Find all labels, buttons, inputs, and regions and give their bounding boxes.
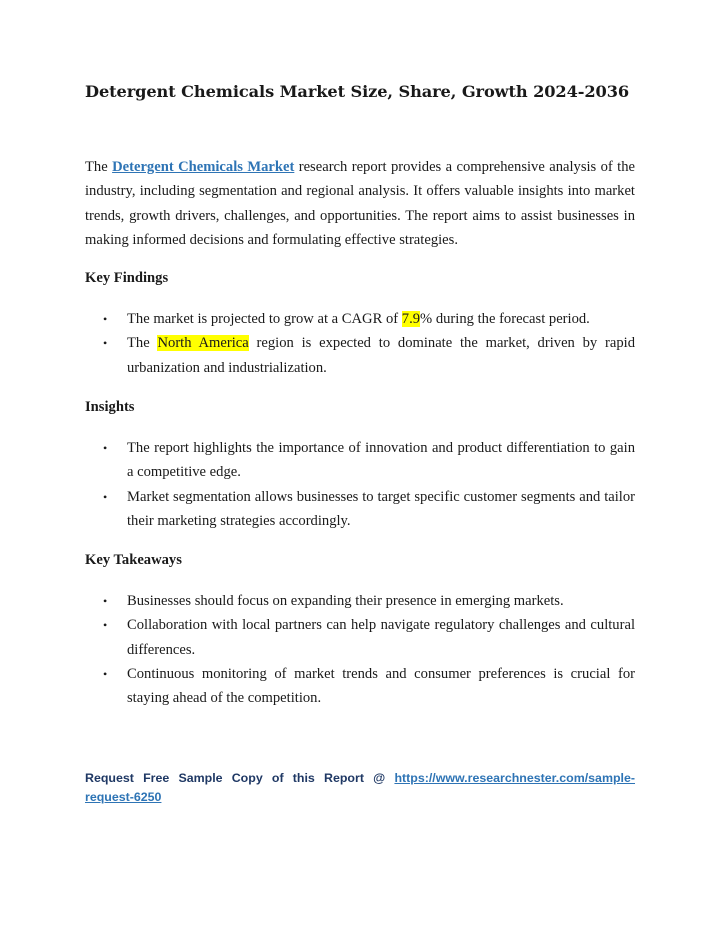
finding-region-before: The [127, 335, 158, 352]
bullet-icon: • [103, 312, 108, 326]
market-report-link[interactable]: Detergent Chemicals Market [112, 159, 295, 175]
takeaway-text: Collaboration with local partners can help navigate regulatory challenges and cultural differences. [127, 617, 635, 658]
document-title: Detergent Chemicals Market Size, Share, Growth 2024-2036 [85, 82, 630, 101]
intro-paragraph [85, 155, 635, 252]
insight-text: Market segmentation allows businesses to target specific customer segments and tailor their marketing strategies accordingly. [127, 488, 635, 529]
insights-list [85, 436, 635, 533]
takeaway-text: Businesses should focus on expanding their presence in emerging markets. [127, 593, 564, 609]
intro-lead: The [85, 159, 113, 175]
finding-region-after: region is expected to dominate the market, driven by rapid urbanization and industrialization. [127, 335, 635, 376]
key-takeaways-list [85, 589, 635, 710]
list-item [85, 436, 635, 485]
finding-cagr-before: The market is projected to grow at a CAGR of [127, 311, 402, 327]
insights-heading: Insights [85, 399, 135, 415]
list-item [85, 662, 635, 711]
sample-request-link[interactable]: https://www.researchnester.com/sample-request-6250 [85, 771, 635, 804]
list-item [85, 485, 635, 534]
insight-text: The report highlights the importance of innovation and product differentiation to gain a competitive edge. [127, 440, 635, 481]
region-highlight: North America [157, 335, 249, 352]
bullet-icon: • [103, 618, 108, 633]
key-findings-heading: Key Findings [85, 270, 169, 286]
finding-cagr-after: % during the forecast period. [420, 311, 590, 327]
sample-request-line [85, 769, 635, 807]
bullet-icon: • [103, 594, 108, 608]
takeaway-text: Continuous monitoring of market trends and consumer preferences is crucial for staying ahead of the competition. [127, 665, 635, 707]
request-label: Request Free Sample Copy of this Report @ [85, 771, 395, 785]
key-takeaways-heading: Key Takeaways [85, 552, 182, 568]
bullet-icon: • [103, 666, 108, 681]
list-item [85, 589, 635, 613]
bullet-icon: • [103, 336, 108, 351]
list-item [85, 331, 635, 380]
bullet-icon: • [103, 441, 108, 455]
list-item [85, 613, 635, 662]
list-item [85, 307, 635, 331]
cagr-value-highlight: 7.9 [401, 311, 421, 327]
intro-rest: research report provides a comprehensive analysis of the industry, including segmentation and regional analysis. It offers valuable insights into market trends, growth drivers, challenges, and opportunities. The report aims to assist businesses in making informed decisions and formulating effective strategies. [85, 159, 636, 248]
bullet-icon: • [103, 489, 108, 504]
key-findings-list [85, 307, 635, 380]
